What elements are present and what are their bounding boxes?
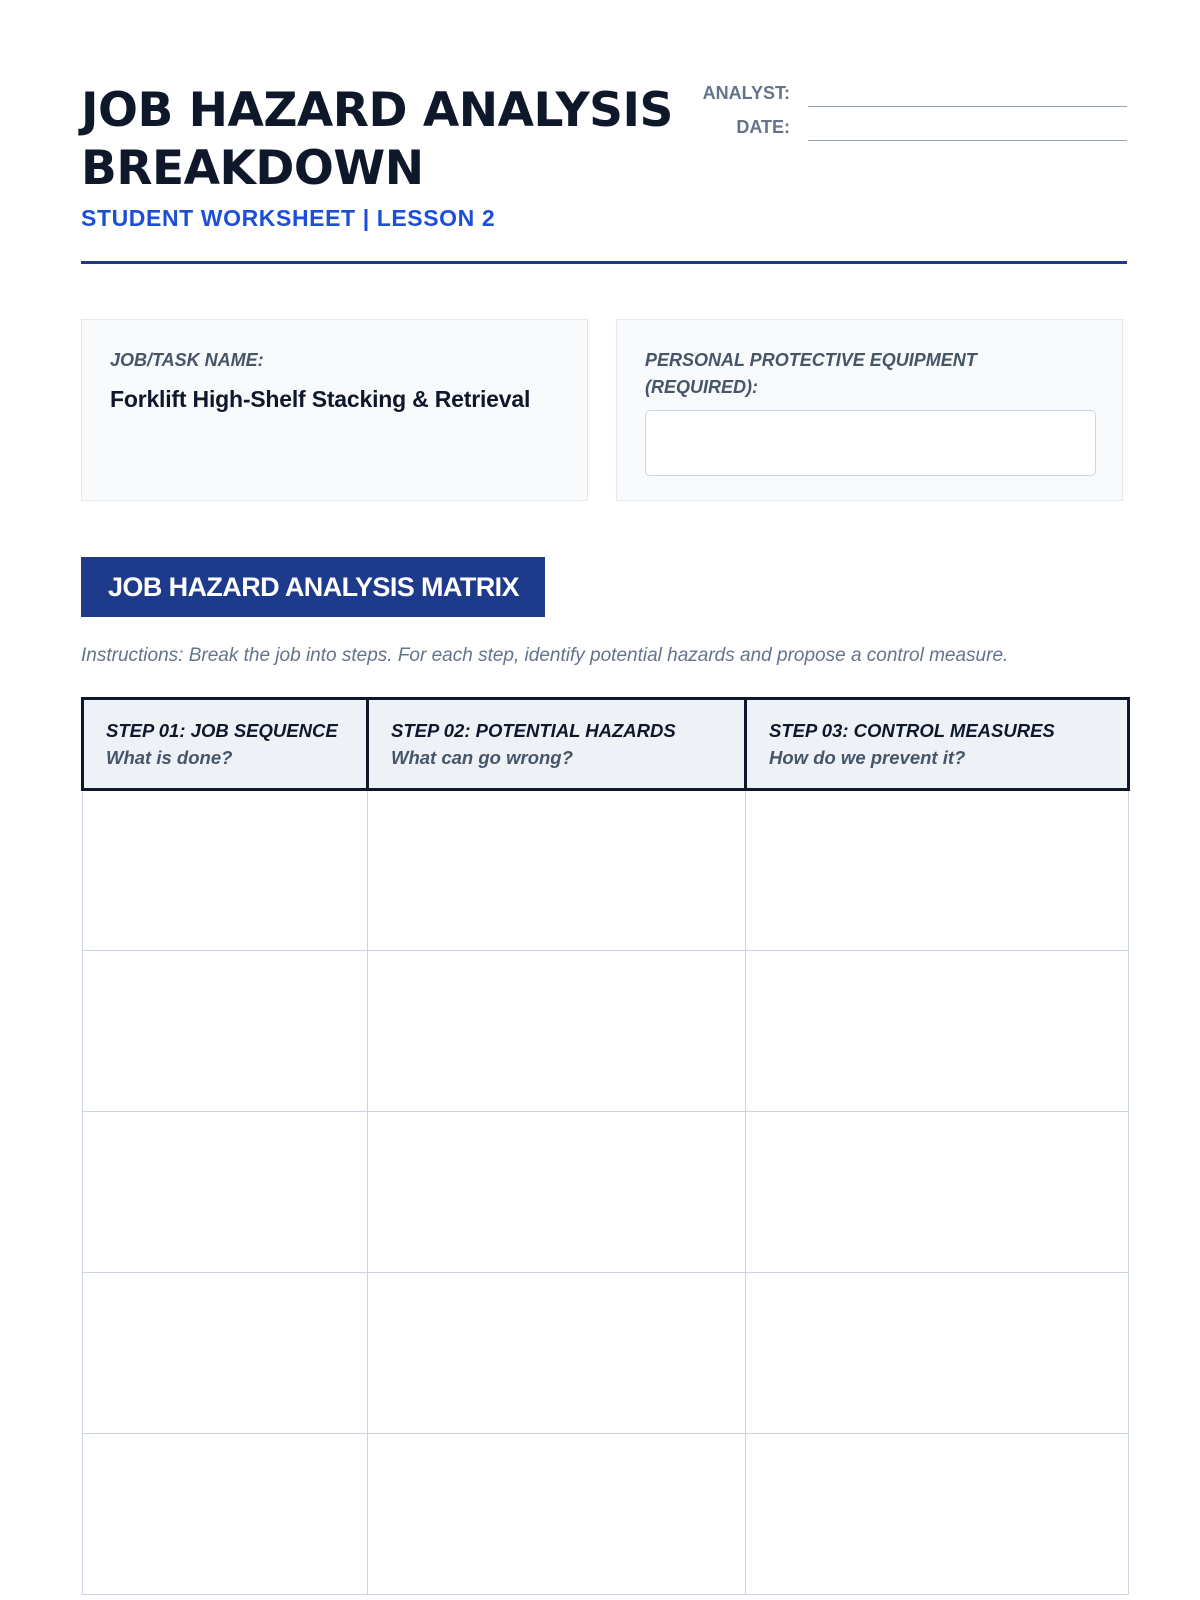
column-title: STEP 03: CONTROL MEASURES xyxy=(769,720,1055,741)
job-sequence-cell[interactable] xyxy=(83,1112,368,1273)
control-measures-cell[interactable] xyxy=(746,1112,1129,1273)
date-field[interactable] xyxy=(808,140,1127,141)
date-label: DATE: xyxy=(736,117,790,137)
matrix-header-row xyxy=(83,699,1129,790)
potential-hazards-cell[interactable] xyxy=(368,951,746,1112)
job-sequence-cell[interactable] xyxy=(83,790,368,951)
potential-hazards-cell[interactable] xyxy=(368,1112,746,1273)
page-title: JOB HAZARD ANALYSIS BREAKDOWN xyxy=(81,83,673,196)
ppe-label: PERSONAL PROTECTIVE EQUIPMENT (REQUIRED): xyxy=(645,350,977,397)
table-row xyxy=(83,1434,1129,1595)
control-measures-cell[interactable] xyxy=(746,1434,1129,1595)
potential-hazards-cell[interactable] xyxy=(368,1273,746,1434)
control-measures-cell[interactable] xyxy=(746,951,1129,1112)
job-task-value: Forklift High-Shelf Stacking & Retrieval xyxy=(110,386,531,412)
control-measures-cell[interactable] xyxy=(746,790,1129,951)
analyst-field[interactable] xyxy=(808,106,1127,107)
potential-hazards-cell[interactable] xyxy=(368,1434,746,1595)
table-row xyxy=(83,790,1129,951)
column-header-control-measures xyxy=(746,699,1129,790)
table-row xyxy=(83,951,1129,1112)
column-title: STEP 02: POTENTIAL HAZARDS xyxy=(391,720,676,741)
page-subtitle: STUDENT WORKSHEET | LESSON 2 xyxy=(81,205,496,231)
column-header-potential-hazards xyxy=(368,699,746,790)
analyst-label: ANALYST: xyxy=(702,83,790,103)
job-sequence-cell[interactable] xyxy=(83,1273,368,1434)
matrix-instructions: Instructions: Break the job into steps. For each step, identify potential hazards and propose a control measure. xyxy=(81,645,1009,666)
potential-hazards-cell[interactable] xyxy=(368,790,746,951)
job-sequence-cell[interactable] xyxy=(83,1434,368,1595)
job-sequence-cell[interactable] xyxy=(83,951,368,1112)
table-row xyxy=(83,1273,1129,1434)
table-row xyxy=(83,1112,1129,1273)
job-task-box xyxy=(81,319,588,501)
control-measures-cell[interactable] xyxy=(746,1273,1129,1434)
hazard-matrix-table xyxy=(81,697,1130,1595)
job-task-label: JOB/TASK NAME: xyxy=(110,350,264,370)
worksheet-page xyxy=(81,0,1127,1600)
column-title: STEP 01: JOB SEQUENCE xyxy=(106,720,338,741)
column-subtitle: What can go wrong? xyxy=(391,747,573,768)
ppe-box xyxy=(616,319,1123,501)
column-subtitle: What is done? xyxy=(106,747,233,768)
matrix-heading: JOB HAZARD ANALYSIS MATRIX xyxy=(81,557,545,617)
header-divider xyxy=(81,261,1127,264)
column-header-job-sequence xyxy=(83,699,368,790)
ppe-input[interactable] xyxy=(645,410,1096,476)
column-subtitle: How do we prevent it? xyxy=(769,747,966,768)
